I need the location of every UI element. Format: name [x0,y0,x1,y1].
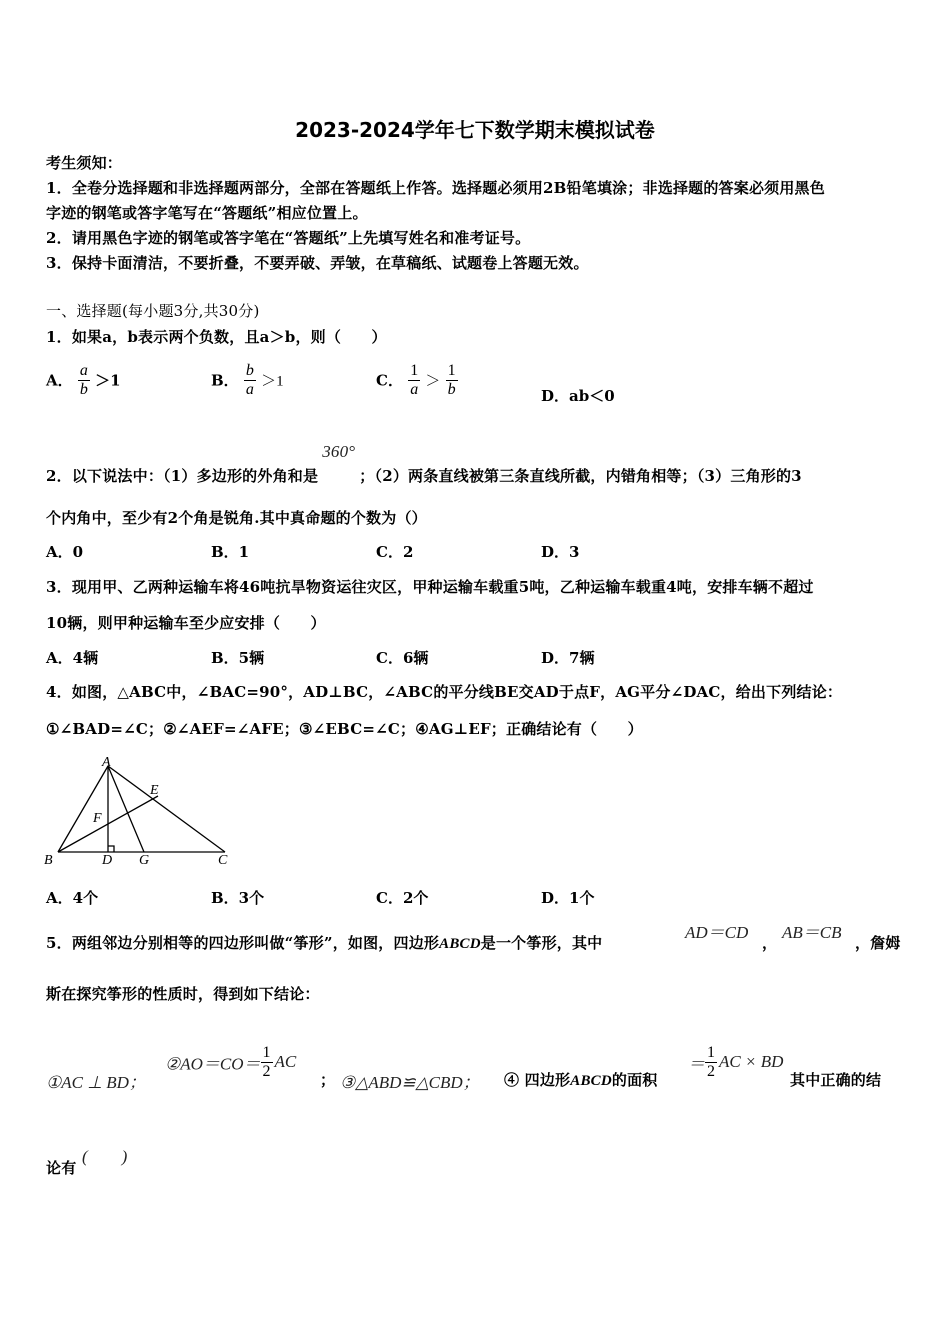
q3-option-c: C．6辆 [376,649,429,667]
q5-semicolon: ； [320,1071,336,1089]
label-G: G [139,853,150,868]
q1-a-numerator: a [79,362,88,379]
q5-eq-ad-cd: AD＝CD [685,923,749,942]
q3-line-2: 10辆，则甲种运输车至少应安排（ ） [46,614,326,632]
q5-answer-paren: ( ) [82,1147,128,1166]
label-A: A [102,755,111,770]
notice-line-3: 2．请用黑色字迹的钢笔或答字笔在“答题纸”上先填写姓名和准考证号。 [46,229,531,247]
q1-option-d: D．ab＜0 [541,387,615,405]
notice-line-1: 1．全卷分选择题和非选择题两部分，全部在答题纸上作答。选择题必须用2B铅笔填涂；非选择题的答案必须用黑色 [46,179,825,197]
q2-option-c: C．2 [376,543,414,561]
label-E: E [150,783,159,798]
q5-line-3: 论有 [46,1159,77,1177]
q5-conclusion-4-text: ④ 四边形ABCD的面积 [504,1071,658,1089]
notice-line-4: 3．保持卡面清洁，不要折叠，不要弄破、弄皱，在草稿纸、试题卷上答题无效。 [46,254,589,272]
q2-option-d: D．3 [541,543,580,561]
label-D: D [102,853,113,868]
q2-option-b: B．1 [211,543,250,561]
q4-option-c: C．2个 [376,889,429,907]
q1-b-numerator: b [245,362,254,379]
q4-triangle-figure [40,752,240,872]
label-B: B [44,853,53,868]
q5-comma: ， [762,934,778,952]
q4-line-2: ①∠BAD=∠C；②∠AEF=∠AFE；③∠EBC=∠C；④AG⊥EF；正确结论有（ ） [46,720,643,738]
q5-line-1: 5．两组邻边分别相等的四边形叫做“筝形”，如图，四边形ABCD是一个筝形，其中 [46,934,603,952]
q1-a-denominator: b [79,380,88,398]
q2-line-1: 2．以下说法中：（1）多边形的外角和是360°；（2）两条直线被第三条直线所截，内错角相等；（3）三角形的3 [46,442,802,485]
q2-degree: 360° [322,442,356,461]
q5-conclusion-4-formula: ＝ $\frac{1}{2}$ AC × BD [688,1044,784,1080]
q2-option-a: A．0 [46,543,84,561]
notice-line-2: 字迹的钢笔或答字笔写在“答题纸”相应位置上。 [46,204,368,222]
q3-option-d: D．7辆 [541,649,595,667]
q5-eq-ab-cb: AB＝CB [782,923,842,942]
q3-line-1: 3．现用甲、乙两种运输车将46吨抗旱物资运往灾区，甲种运输车载重5吨，乙种运输车载重4吨，安排车辆不超过 [46,578,814,596]
q4-option-a: A．4个 [46,889,99,907]
q1-stem: 1．如果a，b表示两个负数，且a＞b，则（ ） [46,328,387,346]
q3-option-b: B．5辆 [211,649,265,667]
q4-option-d: D．1个 [541,889,595,907]
q5-conclusion-2: ②AO＝CO＝ $\frac{1}{2}$ AC [165,1044,297,1080]
q1-option-b: B． $\frac{b}{a}$ ＞1 [211,362,284,398]
q1-option-c: C． $\frac{1}{a}$ ＞ $\frac{1}{b}$ [376,362,456,398]
q4-line-1: 4．如图，△ABC中，∠BAC=90°，AD⊥BC，∠ABC的平分线BE交AD于点F，AG平分∠DAC，给出下列结论： [46,683,843,701]
q2-line-2: 个内角中，至少有2个角是锐角.其中真命题的个数为（） [46,509,427,527]
q3-option-a: A．4辆 [46,649,99,667]
q5-conclusion-1: ①AC ⊥ BD； [46,1073,146,1092]
q1-option-a: A． $\frac{a}{b}$ ＞1 [46,362,121,398]
q1-b-denominator: a [245,380,254,398]
q5-line-1-tail: ，詹姆 [855,934,901,952]
label-F: F [93,811,102,826]
q5-tail: 其中正确的结 [790,1071,882,1089]
q4-option-b: B．3个 [211,889,265,907]
q5-line-2: 斯在探究筝形的性质时，得到如下结论： [46,985,320,1003]
q5-abcd: ABCD [439,936,481,952]
page-title: 2023-2024学年七下数学期末模拟试卷 [295,118,655,142]
section-heading: 一、选择题(每小题3分,共30分) [46,302,260,320]
label-C: C [218,853,228,868]
notice-heading: 考生须知： [46,154,123,172]
q5-conclusion-3: ③△ABD≌△CBD； [340,1073,480,1092]
